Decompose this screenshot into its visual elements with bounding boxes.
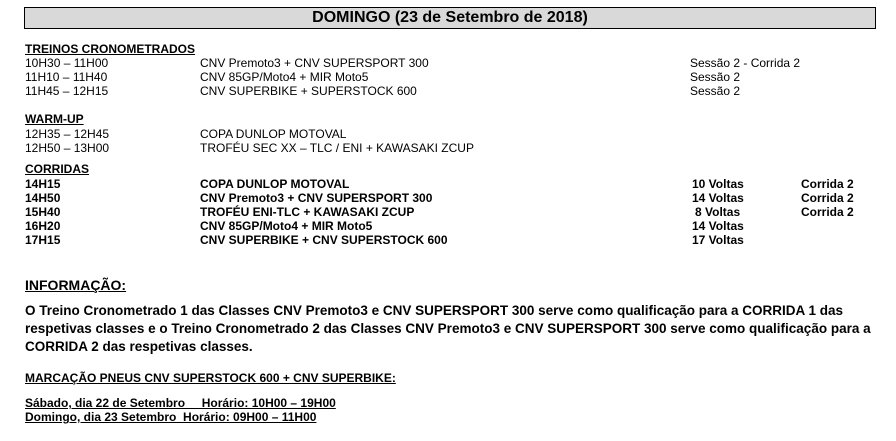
tyre-marking-title: MARCAÇÃO PNEUS CNV SUPERSTOCK 600 + CNV SUPERBIKE: (25, 371, 396, 385)
row-class: CNV SUPERBIKE + CNV SUPERSTOCK 600 (200, 233, 448, 247)
row-time: 14H15 (25, 177, 61, 191)
row-class: COPA DUNLOP MOTOVAL (200, 127, 347, 141)
race-row (0, 233, 896, 247)
info-text: O Treino Cronometrado 1 das Classes CNV Premoto3 e CNV SUPERSPORT 300 serve como qualificação para a CORRIDA 1 das respetivas classes e o Treino Cronometrado 2 das Classes CNV Premoto3 e CNV SUPERSPORT 300 serve como qualificação para a CORRIDA 2 das respetivas classes. (25, 303, 871, 354)
row-time: 12H35 – 12H45 (25, 127, 110, 141)
row-class: CNV SUPERBIKE + SUPERSTOCK 600 (200, 84, 417, 98)
section-title-treinos: TREINOS CRONOMETRADOS (25, 42, 196, 56)
row-race: Corrida 2 (801, 177, 854, 191)
schedule-row (0, 127, 896, 141)
race-row (0, 177, 896, 191)
row-class: CNV 85GP/Moto4 + MIR Moto5 (200, 70, 369, 84)
row-class: TROFÉU SEC XX – TLC / ENI + KAWASAKI ZCUP (200, 141, 474, 155)
race-row (0, 205, 896, 219)
row-time: 17H15 (25, 233, 61, 247)
tyre-marking-saturday: Sábado, dia 22 de Setembro Horário: 10H00 – 19H00 (25, 396, 336, 410)
row-laps: 14 Voltas (692, 219, 744, 233)
row-class: CNV Premoto3 + CNV SUPERSPORT 300 (200, 191, 433, 205)
race-row (0, 219, 896, 233)
schedule-row (0, 84, 896, 98)
day-header: DOMINGO (23 de Setembro de 2018) (24, 7, 876, 29)
row-class: CNV 85GP/Moto4 + MIR Moto5 (200, 219, 373, 233)
section-title-corridas: CORRIDAS (25, 162, 90, 176)
row-session: Sessão 2 - Corrida 2 (690, 56, 801, 70)
row-time: 12H50 – 13H00 (25, 141, 110, 155)
tyre-marking-sunday: Domingo, dia 23 Setembro Horário: 09H00 – 11H00 (25, 410, 317, 424)
row-session: Sessão 2 (690, 84, 741, 98)
row-session: Sessão 2 (690, 70, 741, 84)
schedule-row (0, 141, 896, 155)
row-laps: 17 Voltas (692, 233, 744, 247)
row-race: Corrida 2 (801, 205, 854, 219)
row-time: 14H50 (25, 191, 61, 205)
section-title-warmup: WARM-UP (25, 112, 84, 126)
schedule-row (0, 70, 896, 84)
row-time: 16H20 (25, 219, 61, 233)
row-race: Corrida 2 (801, 191, 854, 205)
row-time: 11H10 – 11H40 (25, 70, 108, 84)
row-time: 10H30 – 11H00 (25, 56, 109, 70)
row-laps: 10 Voltas (692, 177, 744, 191)
row-class: TROFÉU ENI-TLC + KAWASAKI ZCUP (200, 205, 415, 219)
row-laps: 8 Voltas (695, 205, 741, 219)
row-class: CNV Premoto3 + CNV SUPERSPORT 300 (200, 56, 429, 70)
row-class: COPA DUNLOP MOTOVAL (200, 177, 350, 191)
row-time: 11H45 – 12H15 (25, 84, 109, 98)
schedule-row (0, 56, 896, 70)
race-row (0, 191, 896, 205)
info-title: INFORMAÇÃO: (25, 277, 127, 293)
row-laps: 14 Voltas (692, 191, 744, 205)
row-time: 15H40 (25, 205, 61, 219)
